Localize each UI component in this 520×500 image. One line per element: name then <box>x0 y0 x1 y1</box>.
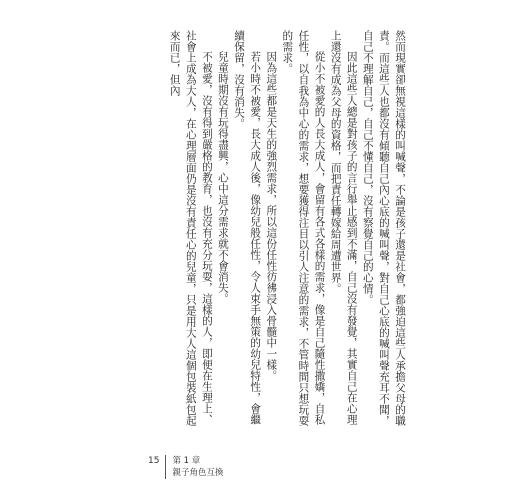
paragraph-1: 然而現實卻無視這樣的叫喊聲，不論是孩子還是社會，都強迫這些人承擔父母的職責。而這些人也都沒有傾聽自己內心底的喊叫聲，對自己心底的喊叫聲充耳不聞，自己不理解自己，自己不懂自己，沒有察覺自己的心情。 <box>361 30 406 426</box>
chapter-info <box>172 455 223 479</box>
body-text <box>118 30 408 430</box>
page-number: 15 <box>148 456 160 466</box>
paragraph-2: 因此這些人總是對孩子的言行舉止感到不滿，自己沒有發覺，其實自己在心理上還沒有成為父母的資格，而把責任轉嫁給周遭世界。 <box>329 30 358 426</box>
chapter-label: 第 1 章 <box>172 456 201 466</box>
paragraph-5: 若小時不被愛，長大成人後，像幼兒般任性，令人束手無策的幼兒特性，會繼續保留，沒有消失。 <box>233 30 262 426</box>
paragraph-3: 從小不被愛的人長大成人，會留有各式各樣的需求，像是自己隨性撒嬌，自私任性，以自我為中心的需求，想要獲得注目以引人注意的需求，不管時間只想玩耍的需求。 <box>281 30 326 426</box>
paragraph-6: 兒童時期沒有玩得盡興，心中這分需求就不會消失。 <box>216 51 229 305</box>
paragraph-4: 因為這些都是天生的強烈需求，所以這份任性彷彿浸入骨髓中一樣。 <box>265 51 278 382</box>
chapter-title: 親子角色互換 <box>172 468 224 478</box>
footer-divider <box>165 455 166 479</box>
page-footer <box>148 455 223 479</box>
paragraph-7: 不被愛，沒有得到嚴格的教育，也沒有充分玩耍，這樣的人，即便在生理上、社會上成為大人，在心理層面仍是沒有責任心的兒童，只是用大人這個包裝紙包起來而已，但內 <box>168 30 213 426</box>
